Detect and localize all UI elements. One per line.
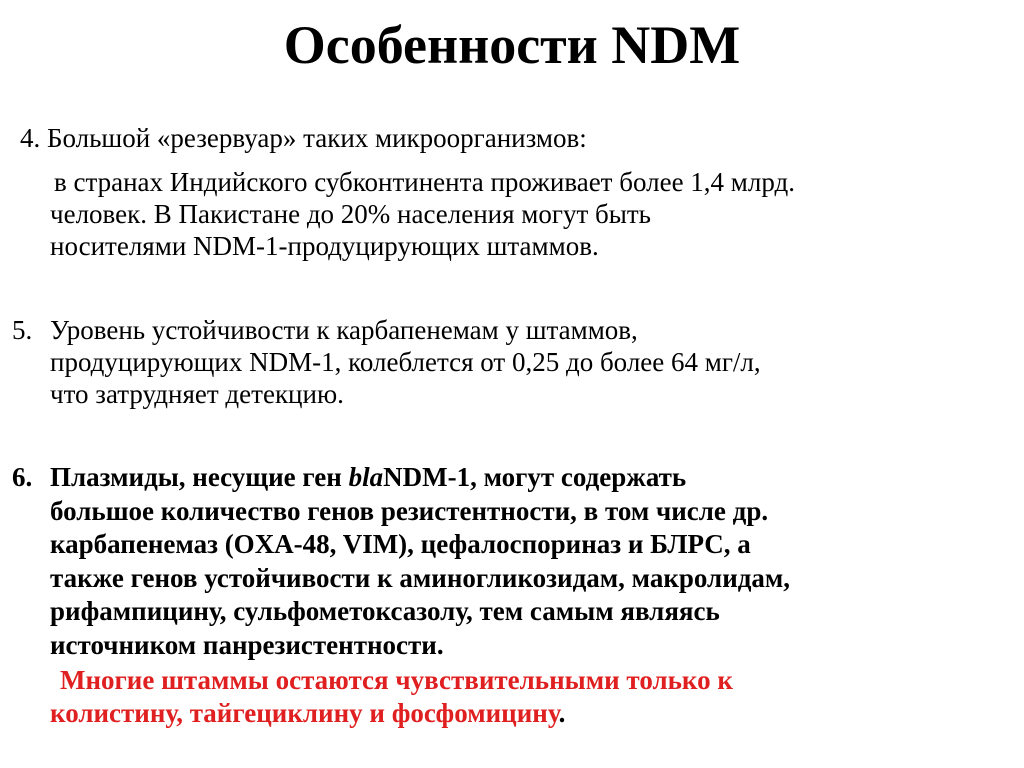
point-6-body xyxy=(50,461,1010,662)
point-4-line-2: человек. В Пакистане до 20% населения могут быть xyxy=(50,199,652,229)
point-5-line-3: что затрудняет детекцию. xyxy=(50,379,344,409)
conclusion-line-2: колистину, тайгециклину и фосфомицину. xyxy=(50,698,566,728)
point-4-line-3: носителями NDM-1-продуцирующих штаммов. xyxy=(50,231,599,261)
point-5-line-2: продуцирующих NDM-1, колеблется от 0,25 до более 64 мг/л, xyxy=(50,347,761,377)
point-5-body xyxy=(50,314,1010,410)
conclusion-line-1: Многие штаммы остаются чувствительными только к xyxy=(60,665,733,695)
point-4-body xyxy=(50,166,1010,262)
point-6-line-2: большое количество генов резистентности, в том числе др. xyxy=(50,495,769,526)
point-6-line-1: Плазмиды, несущие ген blaNDM-1, могут содержать xyxy=(50,462,687,492)
point-5-line-1: Уровень устойчивости к карбапенемам у штаммов, xyxy=(50,315,638,345)
point-6-number: 6. xyxy=(12,462,33,492)
slide-title: Особенности NDM xyxy=(283,15,741,75)
point-6-line-5: рифампицину, сульфометоксазолу, тем самым являясь xyxy=(50,596,720,626)
bla-gene-italic: bla xyxy=(348,462,384,492)
point-6-line-4: также генов устойчивости к аминогликозидам, макролидам, xyxy=(50,562,791,593)
point-4-line-1: в странах Индийского субконтинента проживает более 1,4 млрд. xyxy=(54,167,795,197)
conclusion-highlight xyxy=(50,664,1010,730)
point-5-number: 5. xyxy=(12,315,33,345)
point-6-line-6: источником панрезистентности. xyxy=(50,629,444,660)
point-4-heading: 4. Большой «резервуар» таких микроорганизмов: xyxy=(20,123,587,153)
conclusion-period: . xyxy=(558,698,566,728)
point-6-line-3: карбапенемаз (OXA-48, VIM), цефалоспориназ и БЛРС, а xyxy=(50,529,751,559)
